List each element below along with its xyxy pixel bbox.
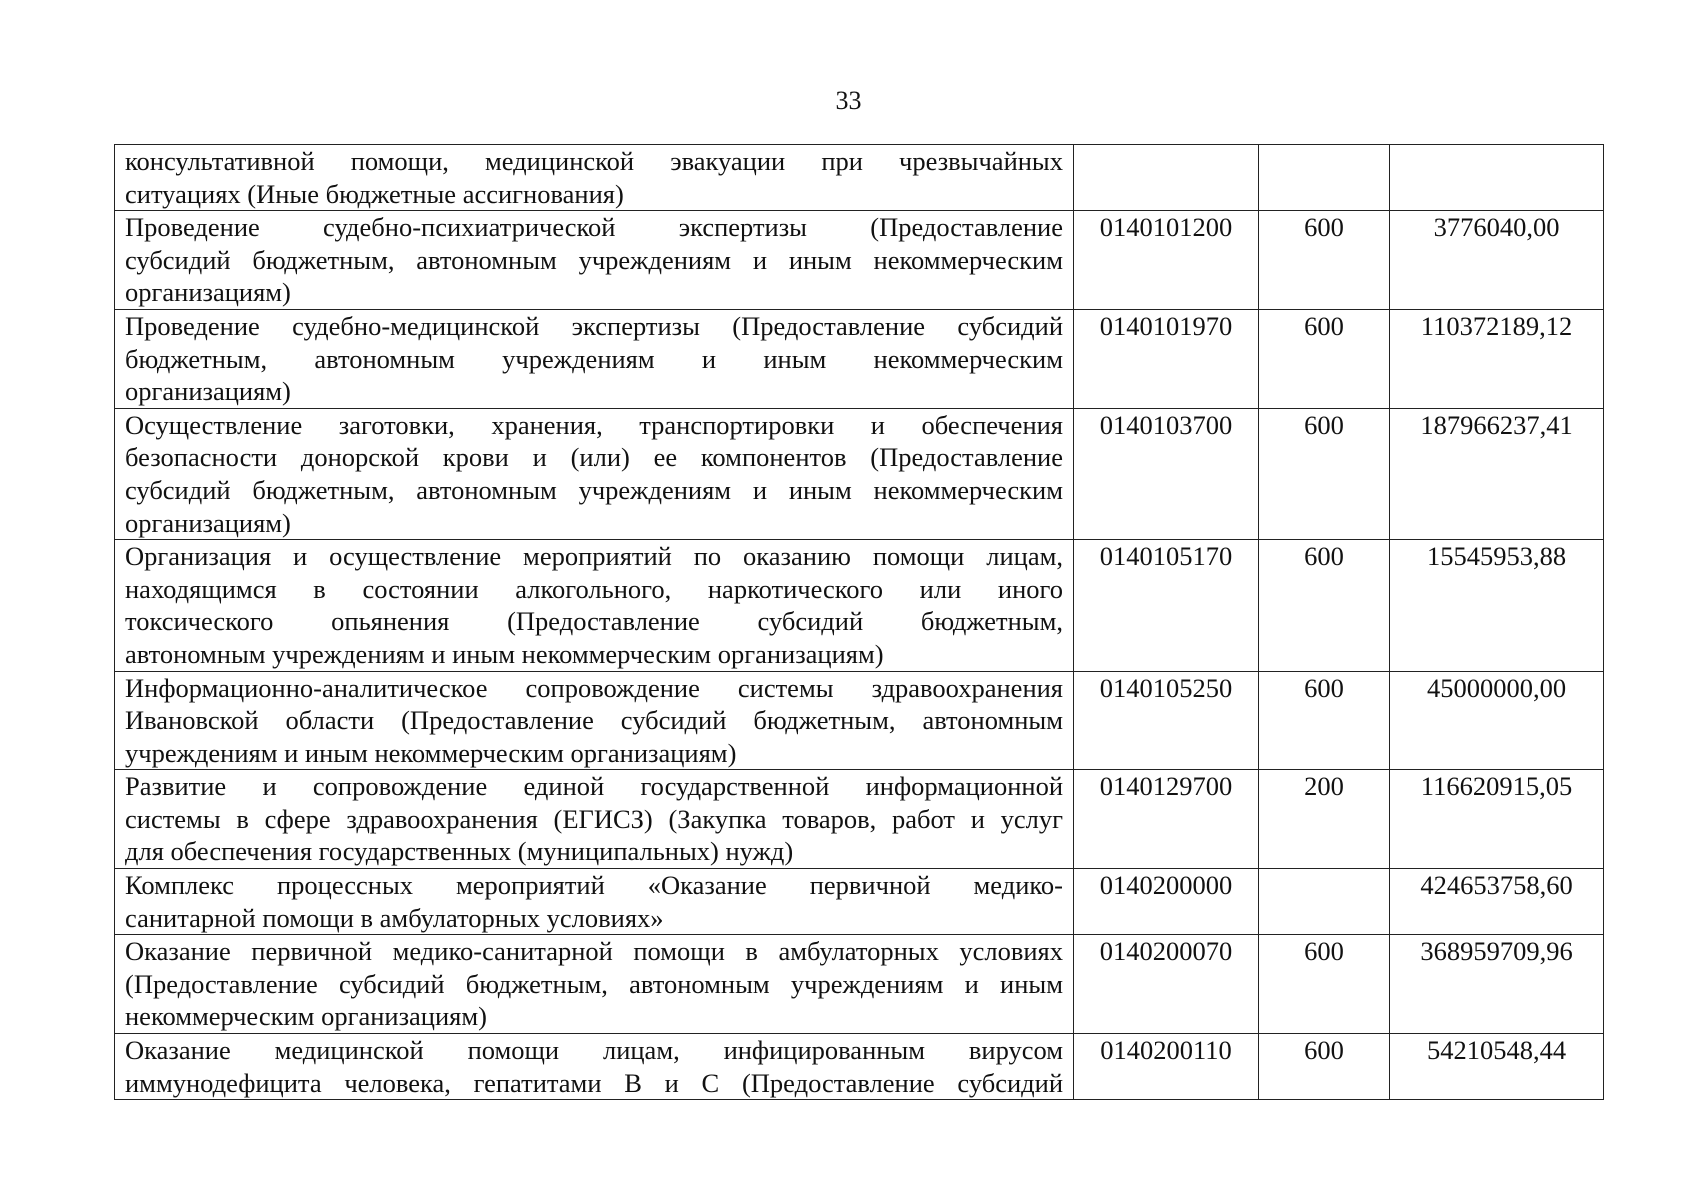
row-amount: 424653758,60	[1390, 869, 1604, 935]
table-row	[115, 540, 1604, 671]
row-description	[115, 540, 1074, 671]
row-amount: 110372189,12	[1390, 309, 1604, 408]
row-expense-type: 600	[1259, 1034, 1390, 1100]
description-line: Оказание медицинской помощи лицам, инфицированным вирусом	[125, 1035, 1063, 1066]
row-target-code	[1074, 145, 1259, 211]
row-amount: 54210548,44	[1390, 1034, 1604, 1100]
row-amount: 187966237,41	[1390, 408, 1604, 539]
table-row	[115, 770, 1604, 869]
row-target-code: 0140129700	[1074, 770, 1259, 869]
description-line: для обеспечения государственных (муниципальных) нужд)	[125, 836, 794, 867]
row-amount: 116620915,05	[1390, 770, 1604, 869]
description-line: ситуациях (Иные бюджетные ассигнования)	[125, 178, 624, 209]
description-line: Осуществление заготовки, хранения, транспортировки и обеспечения	[125, 409, 1063, 440]
table-row	[115, 211, 1604, 310]
row-target-code: 0140200110	[1074, 1034, 1259, 1100]
description-line: некоммерческим организациям)	[125, 1001, 487, 1032]
row-description	[115, 408, 1074, 539]
description-line: иммунодефицита человека, гепатитами B и C (Предоставление субсидий	[125, 1067, 1063, 1098]
row-expense-type: 600	[1259, 671, 1390, 770]
row-expense-type: 600	[1259, 309, 1390, 408]
row-amount: 15545953,88	[1390, 540, 1604, 671]
description-line: организациям)	[125, 277, 291, 308]
table-row	[115, 671, 1604, 770]
row-description	[115, 1034, 1074, 1100]
description-line: Развитие и сопровождение единой государственной информационной	[125, 771, 1063, 802]
budget-table	[114, 144, 1604, 1100]
page-number: 33	[835, 86, 862, 115]
description-line: санитарной помощи в амбулаторных условиях»	[125, 902, 664, 933]
row-description	[115, 671, 1074, 770]
row-expense-type: 600	[1259, 540, 1390, 671]
row-expense-type: 200	[1259, 770, 1390, 869]
table-row	[115, 935, 1604, 1034]
description-line: системы в сфере здравоохранения (ЕГИСЗ) (Закупка товаров, работ и услуг	[125, 803, 1063, 834]
row-expense-type: 600	[1259, 211, 1390, 310]
row-target-code: 0140105250	[1074, 671, 1259, 770]
description-line: субсидий бюджетным, автономным учреждениям и иным некоммерческим	[125, 474, 1063, 505]
description-line: автономным учреждениям и иным некоммерческим организациям)	[125, 638, 884, 669]
table-row	[115, 869, 1604, 935]
row-description	[115, 869, 1074, 935]
description-line: организациям)	[125, 376, 291, 407]
row-expense-type	[1259, 145, 1390, 211]
description-line: организациям)	[125, 507, 291, 538]
description-line: безопасности донорской крови и (или) ее компонентов (Предоставление	[125, 442, 1063, 473]
description-line: токсического опьянения (Предоставление субсидий бюджетным,	[125, 606, 1063, 637]
table-row	[115, 145, 1604, 211]
table-row	[115, 408, 1604, 539]
row-target-code: 0140101200	[1074, 211, 1259, 310]
budget-table-body	[115, 145, 1604, 1100]
description-line: Информационно-аналитическое сопровождение системы здравоохранения	[125, 672, 1063, 703]
description-line: находящимся в состоянии алкогольного, наркотического или иного	[125, 573, 1063, 604]
row-description	[115, 211, 1074, 310]
description-line: Организация и осуществление мероприятий по оказанию помощи лицам,	[125, 541, 1063, 572]
row-amount: 368959709,96	[1390, 935, 1604, 1034]
row-description	[115, 935, 1074, 1034]
row-amount: 3776040,00	[1390, 211, 1604, 310]
row-amount	[1390, 145, 1604, 211]
description-line: Проведение судебно-медицинской экспертизы (Предоставление субсидий	[125, 310, 1063, 341]
description-line: учреждениям и иным некоммерческим организациям)	[125, 737, 737, 768]
description-line: Оказание первичной медико-санитарной помощи в амбулаторных условиях	[125, 936, 1063, 967]
description-line: Проведение судебно-психиатрической экспертизы (Предоставление	[125, 212, 1063, 243]
row-target-code: 0140103700	[1074, 408, 1259, 539]
row-amount: 45000000,00	[1390, 671, 1604, 770]
row-description	[115, 309, 1074, 408]
description-line: консультативной помощи, медицинской эвакуации при чрезвычайных	[125, 146, 1063, 176]
table-row	[115, 309, 1604, 408]
row-description	[115, 145, 1074, 211]
row-target-code: 0140101970	[1074, 309, 1259, 408]
row-expense-type: 600	[1259, 408, 1390, 539]
row-target-code: 0140200070	[1074, 935, 1259, 1034]
row-description	[115, 770, 1074, 869]
description-line: субсидий бюджетным, автономным учреждениям и иным некоммерческим	[125, 244, 1063, 275]
row-target-code: 0140200000	[1074, 869, 1259, 935]
table-row	[115, 1034, 1604, 1100]
description-line: (Предоставление субсидий бюджетным, автономным учреждениям и иным	[125, 968, 1063, 999]
row-target-code: 0140105170	[1074, 540, 1259, 671]
description-line: бюджетным, автономным учреждениям и иным некоммерческим	[125, 343, 1063, 374]
row-expense-type	[1259, 869, 1390, 935]
description-line: Ивановской области (Предоставление субсидий бюджетным, автономным	[125, 705, 1063, 736]
row-expense-type: 600	[1259, 935, 1390, 1034]
description-line: Комплекс процессных мероприятий «Оказание первичной медико-	[125, 870, 1063, 901]
